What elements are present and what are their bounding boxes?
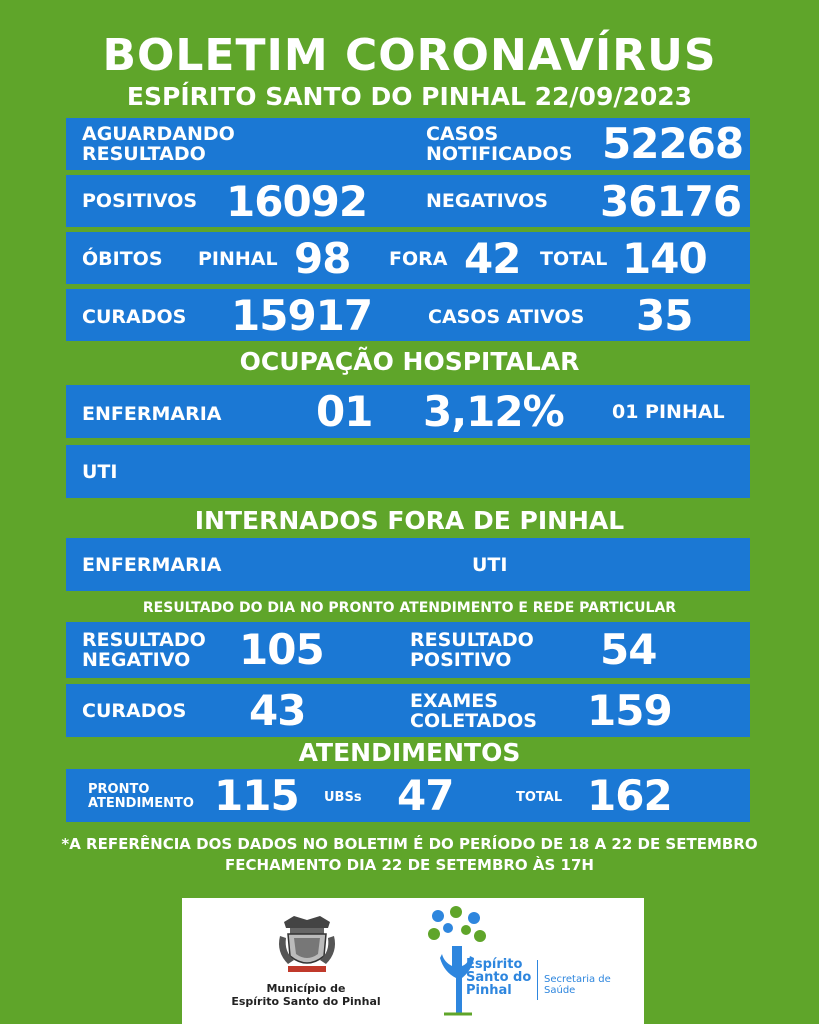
obitos-label: ÓBITOS <box>82 248 163 270</box>
casos-notificados-value: 52268 <box>602 119 744 168</box>
row-ocupacao-enfermaria <box>66 385 750 438</box>
resultado-negativo-value: 105 <box>239 625 324 674</box>
obitos-fora-value: 42 <box>464 234 521 283</box>
exames-coletados-value: 159 <box>587 686 672 735</box>
atendimentos-total-value: 162 <box>587 771 672 820</box>
positivos-label: POSITIVOS <box>82 190 198 212</box>
dia-curados-label: CURADOS <box>82 700 187 722</box>
row-positivos-negativos <box>66 175 750 227</box>
ocupacao-enfermaria-value: 01 <box>316 387 373 436</box>
exames-coletados-label: EXAMES COLETADOS <box>410 690 537 732</box>
curados-value: 15917 <box>231 291 373 340</box>
casos-notificados-label: CASOS NOTIFICADOS <box>426 123 573 165</box>
row-internados <box>66 538 750 591</box>
footer-logos <box>182 898 644 1024</box>
obitos-total-value: 140 <box>622 234 707 283</box>
ocupacao-uti-label: UTI <box>82 461 118 483</box>
resultado-dia-title: RESULTADO DO DIA NO PRONTO ATENDIMENTO E REDE PARTICULAR <box>142 600 677 616</box>
internados-uti-label: UTI <box>472 554 508 576</box>
municipal-coat-of-arms-icon <box>274 912 340 978</box>
ubs-label: UBSs <box>324 790 362 805</box>
negativos-value: 36176 <box>600 177 742 226</box>
internados-enfermaria-label: ENFERMARIA <box>82 554 222 576</box>
atendimentos-total-label: TOTAL <box>516 790 563 805</box>
logo-divider <box>537 960 538 1000</box>
row-notificados <box>66 118 750 170</box>
bulletin-subtitle: ESPÍRITO SANTO DO PINHAL 22/09/2023 <box>126 82 693 111</box>
espirito-santo-logo-text: Espírito Santo do Pinhal <box>466 957 532 998</box>
resultado-positivo-label: RESULTADO POSITIVO <box>410 629 534 671</box>
ocupacao-enfermaria-label: ENFERMARIA <box>82 403 222 425</box>
resultado-negativo-label: RESULTADO NEGATIVO <box>82 629 206 671</box>
obitos-pinhal-value: 98 <box>294 234 351 283</box>
ocupacao-title: OCUPAÇÃO HOSPITALAR <box>239 347 580 376</box>
row-obitos <box>66 232 750 284</box>
casos-ativos-value: 35 <box>636 291 693 340</box>
curados-label: CURADOS <box>82 306 187 328</box>
row-ocupacao-uti <box>66 445 750 498</box>
row-atendimentos <box>66 769 750 822</box>
bulletin-title: BOLETIM CORONAVÍRUS <box>102 30 717 81</box>
row-curados-exames <box>66 684 750 737</box>
ocupacao-enfermaria-note: 01 PINHAL <box>612 401 725 423</box>
pronto-atendimento-value: 115 <box>214 771 299 820</box>
row-resultado-dia <box>66 622 750 678</box>
ocupacao-enfermaria-percent: 3,12% <box>423 387 564 436</box>
municipio-caption: Município de Espírito Santo do Pinhal <box>231 982 381 1008</box>
positivos-value: 16092 <box>226 177 368 226</box>
dia-curados-value: 43 <box>249 686 306 735</box>
pronto-atendimento-label: PRONTO ATENDIMENTO <box>88 782 194 811</box>
negativos-label: NEGATIVOS <box>426 190 548 212</box>
ubs-value: 47 <box>397 771 454 820</box>
aguardando-label: AGUARDANDO RESULTADO <box>82 123 235 165</box>
obitos-total-label: TOTAL <box>540 248 608 270</box>
casos-ativos-label: CASOS ATIVOS <box>428 306 585 328</box>
obitos-fora-label: FORA <box>389 248 448 270</box>
internados-title: INTERNADOS FORA DE PINHAL <box>194 506 625 535</box>
row-curados <box>66 289 750 341</box>
atendimentos-title: ATENDIMENTOS <box>298 738 521 767</box>
secretaria-saude-text: Secretaria de Saúde <box>544 974 611 996</box>
resultado-positivo-value: 54 <box>600 625 657 674</box>
footnote-reference: *A REFERÊNCIA DOS DADOS NO BOLETIM É DO PERÍODO DE 18 A 22 DE SETEMBRO <box>61 835 758 853</box>
obitos-pinhal-label: PINHAL <box>198 248 278 270</box>
footnote-closing: FECHAMENTO DIA 22 DE SETEMBRO ÀS 17H <box>225 856 594 874</box>
